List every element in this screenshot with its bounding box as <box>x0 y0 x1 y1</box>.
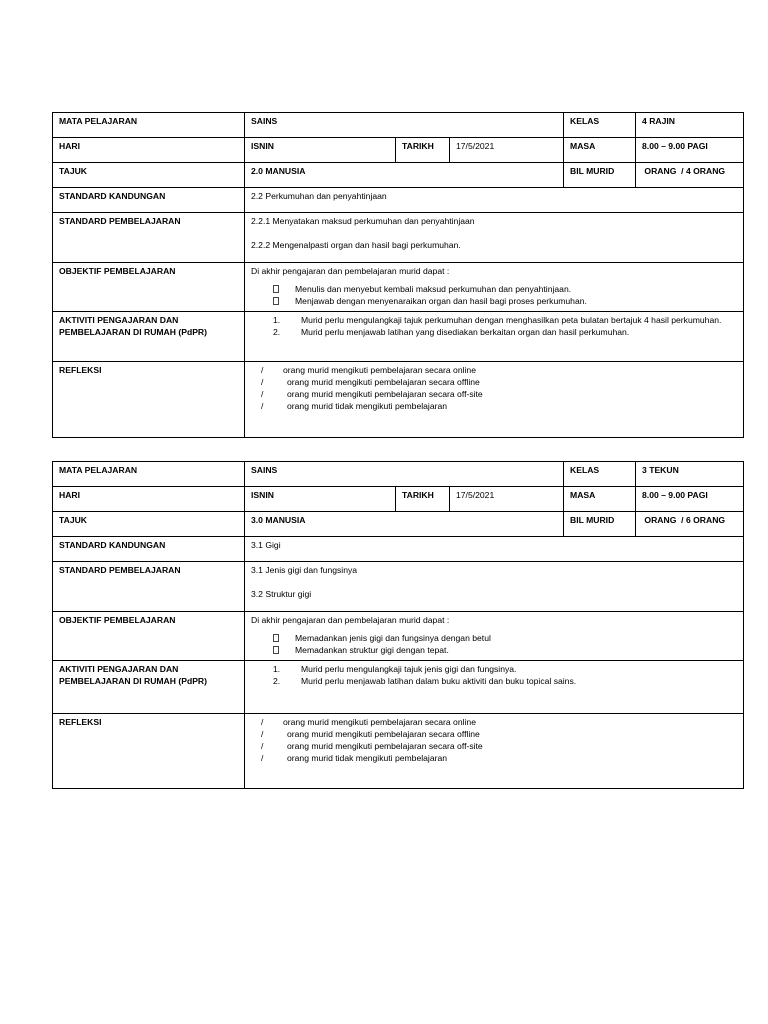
bil-murid-label: BIL MURID <box>564 512 636 537</box>
sp-item: 2.2.1 Menyatakan maksud perkumuhan dan penyahtinjaan <box>251 216 475 226</box>
objektif-value <box>245 612 744 661</box>
list-item: 1. Murid perlu mengulangkaji tajuk jenis gigi dan fungsinya. <box>273 664 517 674</box>
mata-pelajaran-label: MATA PELAJARAN <box>53 462 245 487</box>
bullet-box-icon <box>273 297 279 305</box>
masa-label: MASA <box>564 138 636 163</box>
kelas-label: KELAS <box>564 113 636 138</box>
aktiviti-label: AKTIVITI PENGAJARAN DAN PEMBELAJARAN DI RUMAH (PdPR) <box>53 312 245 362</box>
lesson-plan-table <box>52 461 744 789</box>
standard-kandungan-value: 3.1 Gigi <box>245 537 744 562</box>
objektif-value <box>245 263 744 312</box>
aktiviti-label: AKTIVITI PENGAJARAN DAN PEMBELAJARAN DI RUMAH (PdPR) <box>53 661 245 714</box>
bil-murid-value: ORANG / 4 ORANG <box>636 163 744 188</box>
tarikh-label: TARIKH <box>396 138 450 163</box>
kelas-label: KELAS <box>564 462 636 487</box>
refleksi-label: REFLEKSI <box>53 714 245 789</box>
list-item: Menulis dan menyebut kembali maksud perkumuhan dan penyahtinjaan. <box>273 283 737 295</box>
list-item: / orang murid mengikuti pembelajaran secara online <box>261 717 476 727</box>
list-item: / orang murid mengikuti pembelajaran secara offline <box>261 729 480 739</box>
list-item: 2. Murid perlu menjawab latihan dalam buku aktiviti dan buku topical sains. <box>273 676 577 686</box>
list-item: 2. Murid perlu menjawab latihan yang disediakan berkaitan organ dan hasil perkumuhan. <box>273 327 630 337</box>
tarikh-value: 17/5/2021 <box>450 138 564 163</box>
list-item: Memadankan jenis gigi dan fungsinya dengan betul <box>273 632 737 644</box>
tajuk-value: 3.0 MANUSIA <box>245 512 564 537</box>
sp-item: 3.1 Jenis gigi dan fungsinya <box>251 565 358 575</box>
list-item: / orang murid tidak mengikuti pembelajaran <box>261 753 448 763</box>
objektif-intro: Di akhir pengajaran dan pembelajaran murid dapat : <box>251 615 450 625</box>
standard-kandungan-label: STANDARD KANDUNGAN <box>53 537 245 562</box>
list-item: / orang murid mengikuti pembelajaran secara online <box>261 365 476 375</box>
bullet-box-icon <box>273 646 279 654</box>
kelas-value: 4 RAJIN <box>636 113 744 138</box>
list-item: / orang murid mengikuti pembelajaran secara offline <box>261 377 480 387</box>
masa-label: MASA <box>564 487 636 512</box>
kelas-value: 3 TEKUN <box>636 462 744 487</box>
mata-pelajaran-value: SAINS <box>245 113 564 138</box>
masa-value: 8.00 – 9.00 PAGI <box>636 487 744 512</box>
masa-value: 8.00 – 9.00 PAGI <box>636 138 744 163</box>
mata-pelajaran-value: SAINS <box>245 462 564 487</box>
bil-murid-label: BIL MURID <box>564 163 636 188</box>
lesson-plan-table <box>52 112 744 438</box>
hari-value: ISNIN <box>245 138 396 163</box>
list-item: Menjawab dengan menyenaraikan organ dan hasil bagi proses perkumuhan. <box>273 295 737 307</box>
hari-value: ISNIN <box>245 487 396 512</box>
tajuk-label: TAJUK <box>53 163 245 188</box>
list-item: / orang murid tidak mengikuti pembelajaran <box>261 401 448 411</box>
sp-item: 3.2 Struktur gigi <box>251 589 312 599</box>
aktiviti-value <box>245 312 744 362</box>
aktiviti-value <box>245 661 744 714</box>
objektif-intro: Di akhir pengajaran dan pembelajaran murid dapat : <box>251 266 450 276</box>
sp-item: 2.2.2 Mengenalpasti organ dan hasil bagi perkumuhan. <box>251 240 461 250</box>
bullet-box-icon <box>273 634 279 642</box>
list-item: / orang murid mengikuti pembelajaran secara off-site <box>261 741 483 751</box>
hari-label: HARI <box>53 138 245 163</box>
bullet-box-icon <box>273 285 279 293</box>
standard-pembelajaran-label: STANDARD PEMBELAJARAN <box>53 562 245 612</box>
list-item: Memadankan struktur gigi dengan tepat. <box>273 644 737 656</box>
tarikh-value: 17/5/2021 <box>450 487 564 512</box>
standard-kandungan-value: 2.2 Perkumuhan dan penyahtinjaan <box>245 188 744 213</box>
hari-label: HARI <box>53 487 245 512</box>
mata-pelajaran-label: MATA PELAJARAN <box>53 113 245 138</box>
list-item: / orang murid mengikuti pembelajaran secara off-site <box>261 389 483 399</box>
list-item: 1. Murid perlu mengulangkaji tajuk perkumuhan dengan menghasilkan peta bulatan bertajuk 4 hasil perkumuhan. <box>273 315 722 325</box>
refleksi-value <box>245 362 744 438</box>
refleksi-value <box>245 714 744 789</box>
tajuk-value: 2.0 MANUSIA <box>245 163 564 188</box>
standard-kandungan-label: STANDARD KANDUNGAN <box>53 188 245 213</box>
tarikh-label: TARIKH <box>396 487 450 512</box>
standard-pembelajaran-label: STANDARD PEMBELAJARAN <box>53 213 245 263</box>
standard-pembelajaran-value <box>245 213 744 263</box>
objektif-label: OBJEKTIF PEMBELAJARAN <box>53 612 245 661</box>
bil-murid-value: ORANG / 6 ORANG <box>636 512 744 537</box>
tajuk-label: TAJUK <box>53 512 245 537</box>
standard-pembelajaran-value <box>245 562 744 612</box>
refleksi-label: REFLEKSI <box>53 362 245 438</box>
objektif-label: OBJEKTIF PEMBELAJARAN <box>53 263 245 312</box>
